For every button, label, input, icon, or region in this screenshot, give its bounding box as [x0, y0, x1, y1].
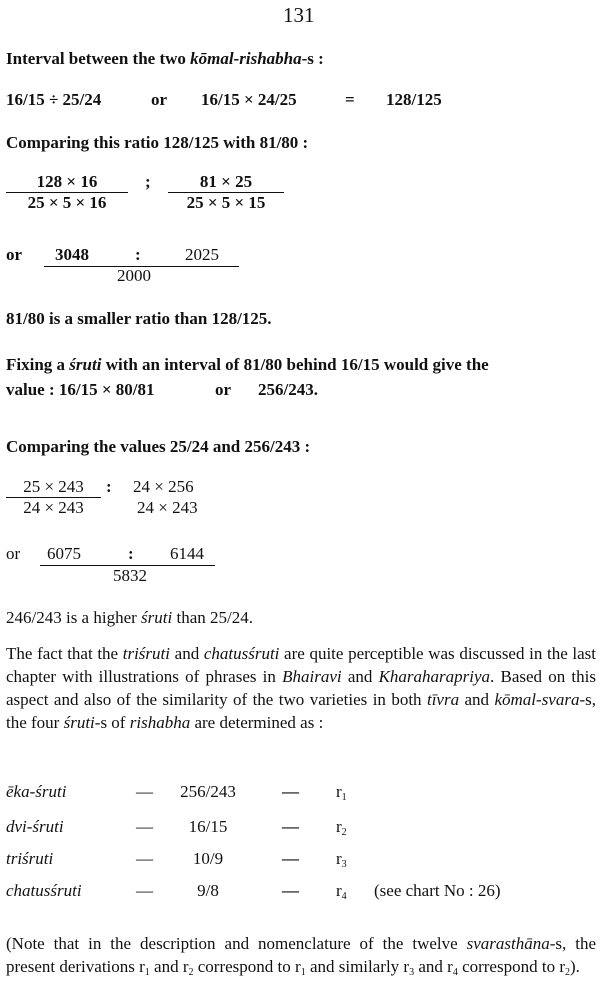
- dash: —: [136, 849, 153, 868]
- note-subscript: 3: [409, 967, 415, 978]
- dash: —: [282, 849, 299, 868]
- interval-expr-result: 128/125: [386, 90, 442, 109]
- interval-expr-a: 16/15 ÷ 25/24: [6, 90, 102, 109]
- note-text: and similarly r: [305, 957, 410, 976]
- chart-reference: (see chart No : 26): [374, 881, 501, 900]
- compare2-conclusion-suffix: than 25/24.: [172, 608, 253, 627]
- para-text: . Based on this aspect and also of the similarity of the two varieties in both: [6, 667, 596, 709]
- fixing-or: or: [215, 380, 232, 399]
- sruti-symbol-subscript: 2: [341, 827, 347, 838]
- interval-heading: [6, 49, 324, 69]
- sruti-symbol-subscript: 4: [341, 891, 347, 902]
- sruti-name-text: triśruti: [6, 849, 54, 868]
- sruti-symbol-letter: r: [336, 782, 342, 801]
- sruti-symbol: [336, 782, 347, 803]
- interval-heading-text: Interval between the two: [6, 49, 191, 68]
- sruti-symbol: [336, 817, 347, 838]
- compare1-conclusion: 81/80 is a smaller ratio than 128/125.: [6, 309, 272, 328]
- compare1-separator: ;: [145, 172, 151, 191]
- note-text: (Note that in the description and nomenclature of the twelve: [6, 934, 467, 953]
- compare2-left-numerator: 25 × 243: [6, 477, 101, 498]
- compare2-right-numerator: 24 × 256: [133, 477, 194, 496]
- para-text: and: [459, 690, 495, 709]
- interval-expr-or: or: [151, 90, 168, 109]
- interval-heading-term: kōmal-rishabha: [190, 49, 302, 68]
- para-term: Bhairavi: [282, 667, 342, 686]
- para-term: rishabha: [129, 713, 191, 732]
- note-paragraph: [6, 932, 596, 984]
- sruti-symbol: [336, 849, 347, 870]
- para-term: kōmal-svara: [494, 690, 580, 709]
- compare1-or: or: [6, 245, 23, 264]
- note-subscript: 1: [300, 967, 306, 978]
- compare1-left-denominator: 25 × 5 × 16: [27, 193, 107, 212]
- sruti-ratio: 16/15: [188, 817, 228, 836]
- dash: —: [282, 817, 299, 836]
- sruti-symbol-letter: r: [336, 849, 342, 868]
- note-text: correspond to r: [193, 957, 301, 976]
- compare2-value2: 6144: [170, 544, 204, 563]
- para-term: triśruti: [122, 644, 170, 663]
- para-term: tīvra: [426, 690, 460, 709]
- para-text: and: [170, 644, 204, 663]
- compare2-value1: 6075: [47, 544, 81, 563]
- para-text: are determined as :: [190, 713, 324, 732]
- compare2-conclusion-text: 246/243 is a higher: [6, 608, 142, 627]
- dash: —: [136, 782, 153, 801]
- sruti-symbol-letter: r: [336, 817, 342, 836]
- dash: —: [282, 881, 299, 900]
- sruti-ratio: 9/8: [197, 881, 219, 900]
- compare1-value2: 2025: [185, 245, 219, 264]
- dash: —: [282, 782, 299, 801]
- interval-expr-b: 16/15 × 24/25: [201, 90, 297, 109]
- compare2-denominator: 5832: [113, 566, 147, 585]
- sruti-name-text: dvi-śruti: [6, 817, 64, 836]
- fixing-term: śruti: [69, 355, 102, 374]
- note-subscript: 1: [144, 967, 150, 978]
- compare2-heading: Comparing the values 25/24 and 256/243 :: [6, 437, 311, 456]
- sruti-name: [6, 849, 53, 869]
- page-number: 131: [283, 3, 315, 27]
- sruti-symbol-subscript: 1: [341, 792, 347, 803]
- sruti-name: [6, 782, 66, 802]
- note-subscript: 2: [188, 967, 194, 978]
- para-term: śruti: [63, 713, 95, 732]
- fixing-line1: [6, 355, 594, 375]
- sruti-name: [6, 817, 64, 837]
- compare1-heading: Comparing this ratio 128/125 with 81/80 :: [6, 133, 309, 152]
- para-text: -s, the four: [6, 690, 596, 732]
- rishabha-paragraph: [6, 642, 596, 734]
- note-term: svarasthāna: [466, 934, 550, 953]
- sruti-name-text: ēka-śruti: [6, 782, 67, 801]
- compare1-colon: :: [135, 245, 141, 264]
- fixing-text: Fixing a: [6, 355, 70, 374]
- interval-heading-suffix: -s :: [301, 49, 324, 68]
- fixing-result: 256/243.: [258, 380, 318, 399]
- compare2-colon: :: [106, 477, 112, 496]
- note-text: and r: [149, 957, 189, 976]
- compare2-conclusion: [6, 608, 253, 628]
- compare2-conclusion-term: śruti: [141, 608, 173, 627]
- compare1-value1: 3048: [55, 245, 89, 264]
- sruti-name: [6, 881, 82, 901]
- compare1-right-numerator: 81 × 25: [168, 172, 284, 193]
- interval-expr-eq: =: [345, 90, 355, 109]
- compare2-colon2: :: [128, 544, 134, 563]
- dash: —: [136, 881, 153, 900]
- sruti-name-text: chatusśruti: [6, 881, 82, 900]
- sruti-symbol-letter: r: [336, 881, 342, 900]
- note-text: ).: [569, 957, 580, 976]
- fixing-text-cont: with an interval of 81/80 behind 16/15 would give the: [101, 355, 489, 374]
- para-term: Kharaharapriya: [378, 667, 491, 686]
- compare1-left-numerator: 128 × 16: [6, 172, 128, 193]
- para-term: chatusśruti: [203, 644, 280, 663]
- note-text: correspond to r: [457, 957, 565, 976]
- note-text: -s, the present derivations r: [6, 934, 597, 976]
- sruti-symbol: [336, 881, 347, 902]
- para-text: The fact that the: [6, 644, 123, 663]
- fixing-line2: value : 16/15 × 80/81: [6, 380, 155, 399]
- para-text: and: [341, 667, 379, 686]
- sruti-ratio: 10/9: [192, 849, 224, 868]
- para-text: are quite perceptible was discussed in the last chapter with illustrations of phrases in: [6, 644, 597, 686]
- compare2-or: or: [6, 544, 21, 563]
- compare1-denominator: 2000: [117, 266, 151, 285]
- note-text: and r: [414, 957, 453, 976]
- compare1-right-denominator: 25 × 5 × 15: [186, 193, 266, 212]
- dash: —: [136, 817, 153, 836]
- sruti-symbol-subscript: 3: [341, 859, 347, 870]
- compare2-right-denominator: 24 × 243: [137, 498, 198, 517]
- note-subscript: 2: [564, 967, 570, 978]
- compare2-left-denominator: 24 × 243: [23, 498, 84, 517]
- note-subscript: 4: [452, 967, 458, 978]
- para-text: -s of: [94, 713, 130, 732]
- sruti-ratio: 256/243: [180, 782, 236, 801]
